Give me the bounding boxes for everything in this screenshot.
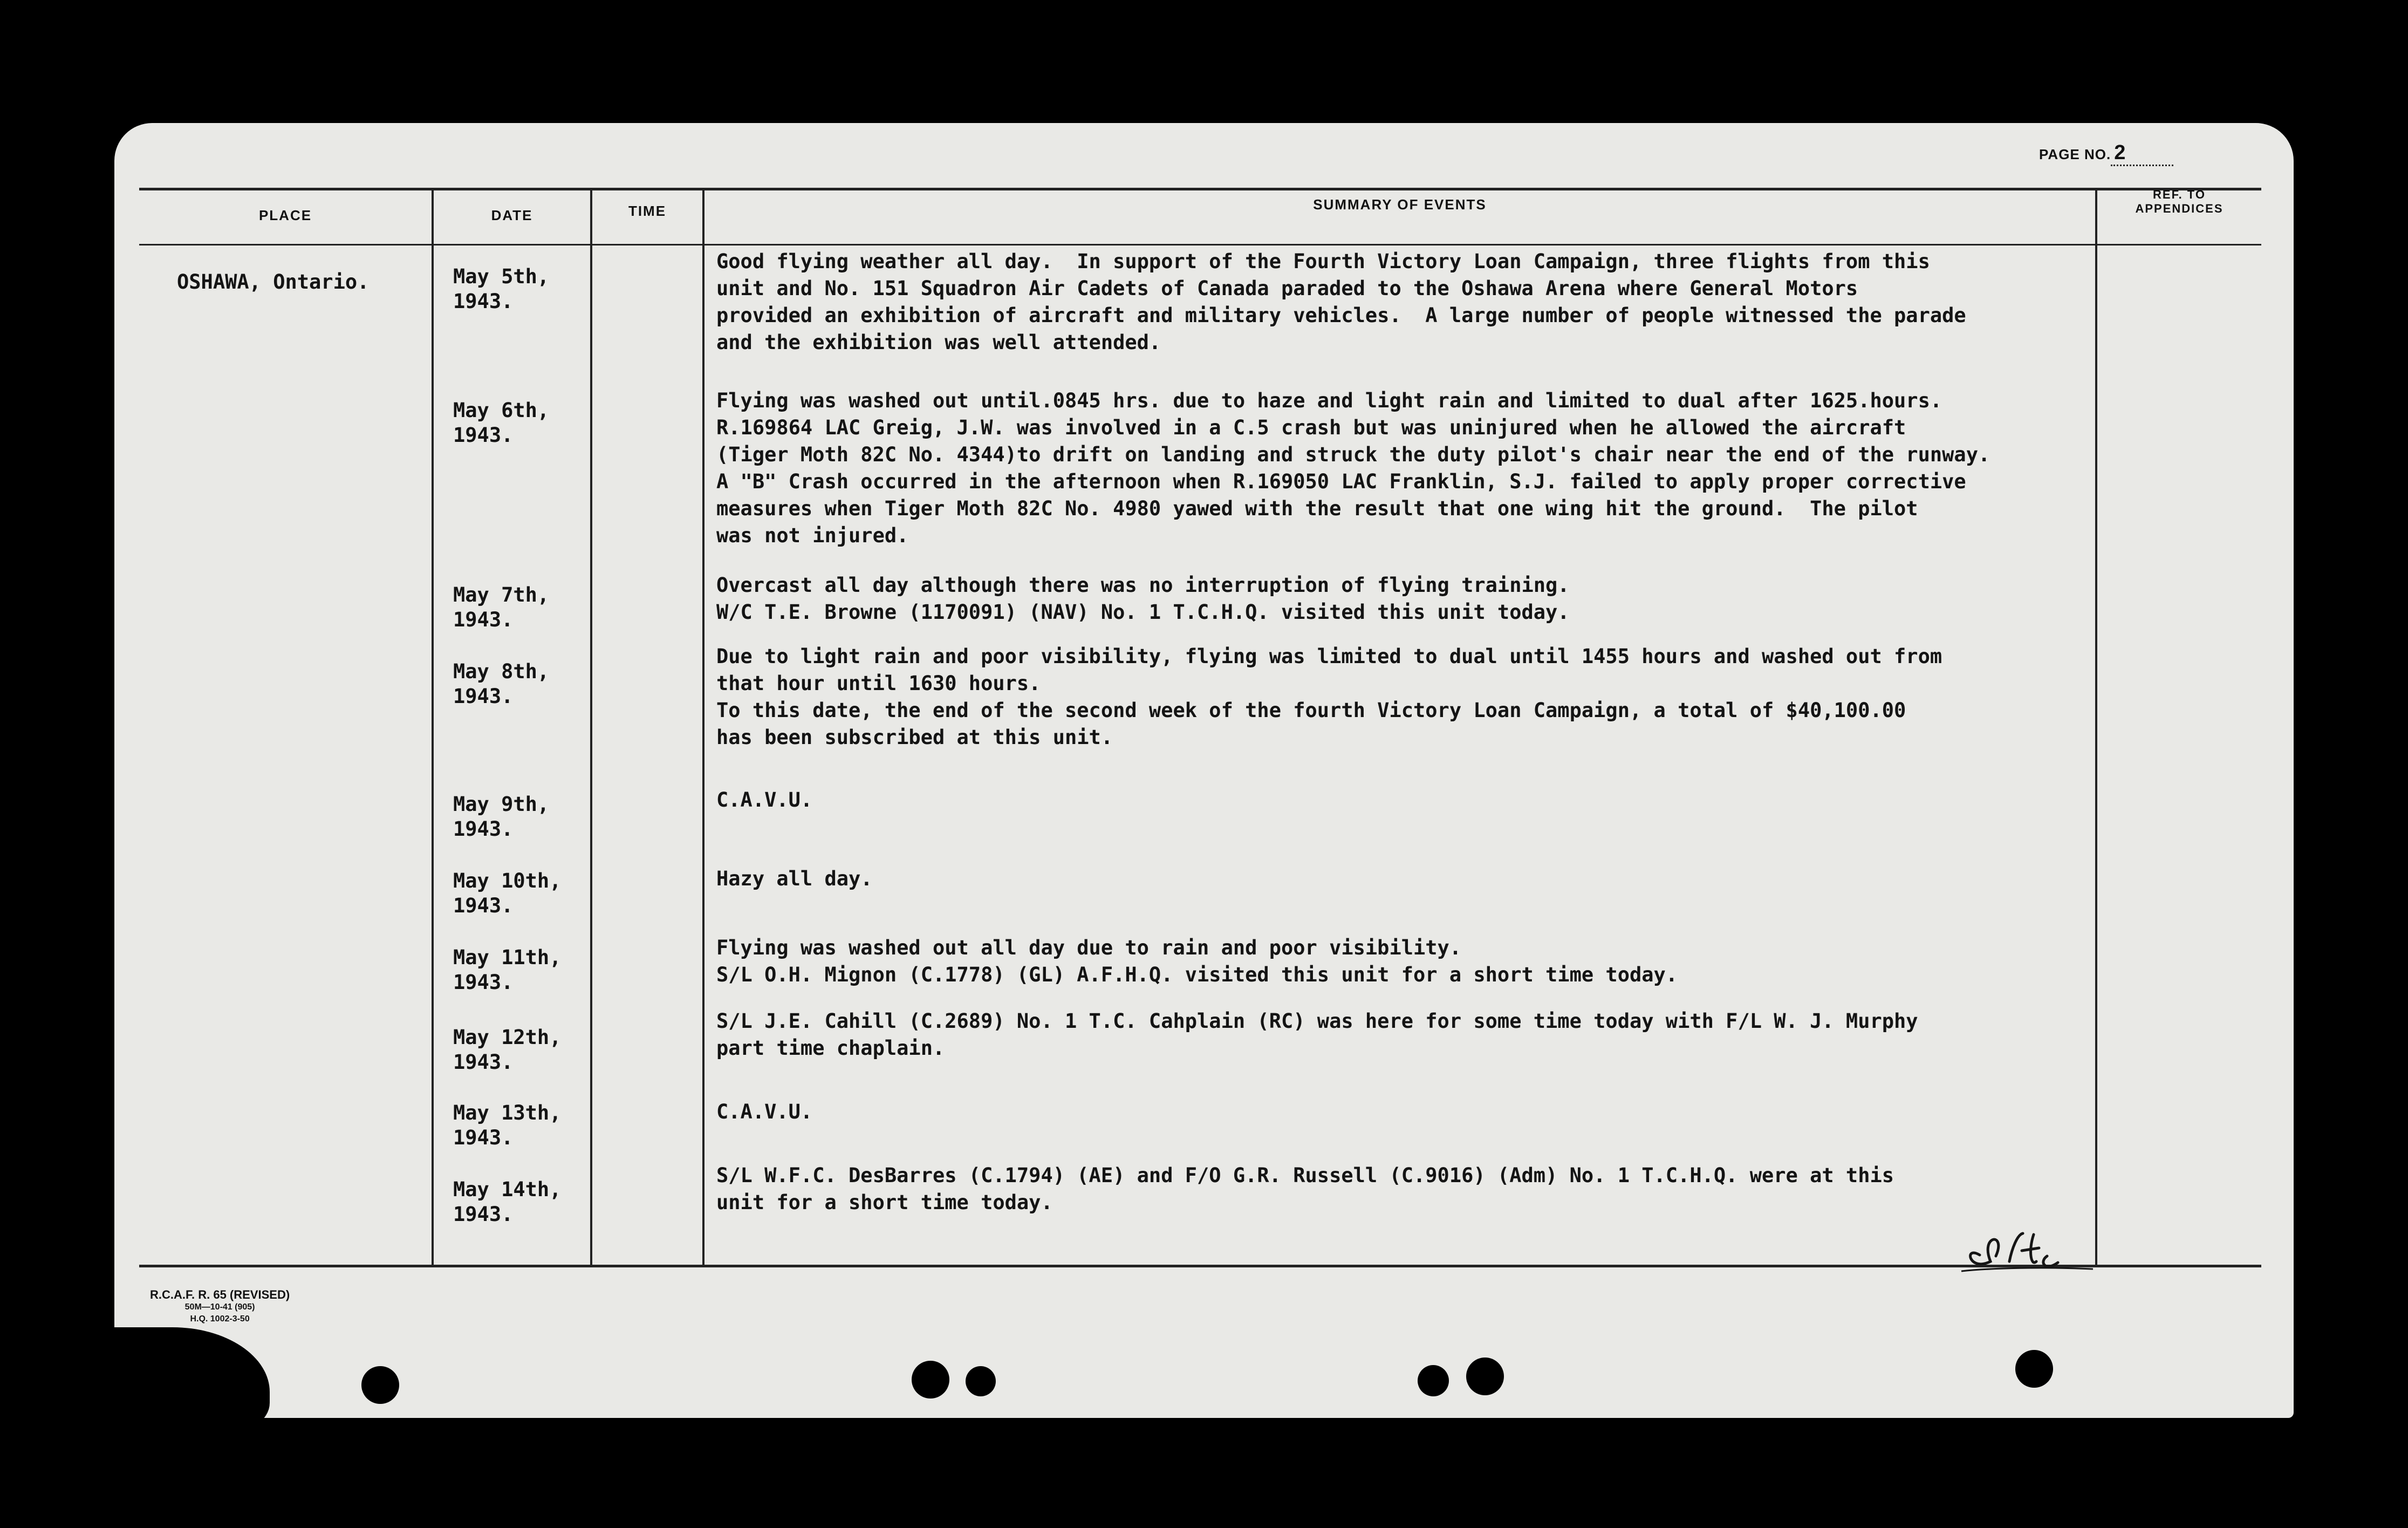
date-cell	[453, 264, 549, 314]
header-ref-line: REF. TO	[2153, 188, 2206, 201]
date-cell	[453, 1177, 561, 1227]
table-top-rule	[139, 188, 2261, 190]
header-time: TIME	[628, 203, 667, 219]
summary-line: was not injured.	[716, 524, 909, 547]
summary-entry	[716, 865, 873, 892]
date-line: 1943.	[453, 424, 514, 447]
date-line: 1943.	[453, 685, 514, 708]
summary-entry	[716, 387, 1990, 549]
column-divider	[432, 188, 434, 1266]
summary-line: S/L J.E. Cahill (C.2689) No. 1 T.C. Cahplain (RC) was here for some time today with F/L W. J. Murphy	[716, 1009, 1918, 1033]
form-number	[150, 1288, 290, 1325]
punch-hole	[1418, 1365, 1449, 1396]
summary-line: that hour until 1630 hours.	[716, 672, 1041, 695]
summary-line: Flying was washed out all day due to rain and poor visibility.	[716, 936, 1462, 959]
summary-line: unit for a short time today.	[716, 1191, 1053, 1214]
punch-hole	[2015, 1350, 2053, 1388]
summary-line: R.169864 LAC Greig, J.W. was involved in a C.5 crash but was uninjured when he allowed the aircraft	[716, 416, 1906, 439]
header-date: DATE	[491, 207, 533, 223]
summary-entry	[716, 572, 1570, 626]
summary-line: Flying was washed out until.0845 hrs. due to haze and light rain and limited to dual after 1625.hours.	[716, 389, 1942, 412]
header-ref	[2097, 188, 2261, 216]
summary-line: C.A.V.U.	[716, 788, 813, 811]
page-number-value: 2	[2111, 141, 2173, 166]
date-line: May 10th,	[453, 869, 562, 892]
summary-entry	[716, 1008, 1918, 1062]
summary-entry	[716, 248, 1966, 356]
place-cell: OSHAWA, Ontario.	[177, 270, 370, 294]
header-bottom-rule	[139, 244, 2261, 245]
date-line: May 7th,	[453, 583, 550, 606]
punch-hole	[361, 1366, 399, 1404]
date-line: May 11th,	[453, 946, 562, 969]
date-line: May 14th,	[453, 1178, 562, 1201]
date-line: 1943.	[453, 894, 514, 917]
date-cell	[453, 1101, 561, 1150]
summary-line: provided an exhibition of aircraft and military vehicles. A large number of people witnessed the parade	[716, 304, 1966, 327]
punch-hole	[966, 1366, 996, 1396]
column-divider	[702, 188, 704, 1266]
date-cell	[453, 1025, 561, 1075]
page-number-label: PAGE NO.	[2039, 146, 2111, 162]
date-line: May 13th,	[453, 1101, 562, 1124]
handwritten-initials	[1958, 1224, 2098, 1278]
summary-line: Overcast all day although there was no interruption of flying training.	[716, 574, 1570, 597]
summary-entry	[716, 787, 812, 814]
summary-line: C.A.V.U.	[716, 1100, 813, 1123]
summary-line: Good flying weather all day. In support of the Fourth Victory Loan Campaign, three flights from this	[716, 250, 1930, 273]
date-line: 1943.	[453, 1126, 514, 1149]
summary-line: unit and No. 151 Squadron Air Cadets of Canada paraded to the Oshawa Arena where General Motors	[716, 277, 1858, 300]
date-cell	[453, 398, 549, 448]
summary-line: S/L W.F.C. DesBarres (C.1794) (AE) and F/O G.R. Russell (C.9016) (Adm) No. 1 T.C.H.Q. were at this	[716, 1164, 1894, 1187]
column-divider	[2095, 188, 2097, 1266]
summary-line: measures when Tiger Moth 82C No. 4980 yawed with the result that one wing hit the ground. The pilot	[716, 497, 1918, 520]
summary-line: W/C T.E. Browne (1170091) (NAV) No. 1 T.C.H.Q. visited this unit today.	[716, 601, 1570, 624]
date-line: 1943.	[453, 1203, 514, 1226]
column-divider	[590, 188, 592, 1266]
date-line: 1943.	[453, 290, 514, 313]
punch-hole	[1466, 1358, 1504, 1395]
form-print-line: 50M—10-41 (905)	[184, 1302, 255, 1312]
summary-line: Due to light rain and poor visibility, flying was limited to dual until 1455 hours and washed out from	[716, 645, 1942, 668]
header-summary: SUMMARY OF EVENTS	[1313, 196, 1487, 213]
date-line: May 5th,	[453, 265, 550, 288]
summary-entry	[716, 1099, 812, 1125]
date-line: May 6th,	[453, 399, 550, 422]
summary-line: Hazy all day.	[716, 867, 873, 890]
header-ref-line: APPENDICES	[2135, 202, 2224, 215]
summary-entry	[716, 643, 1942, 751]
date-cell	[453, 583, 549, 632]
date-cell	[453, 945, 561, 995]
form-hq-line: H.Q. 1002-3-50	[190, 1314, 250, 1324]
summary-line: (Tiger Moth 82C No. 4344)to drift on landing and struck the duty pilot's chair near the end of the runway.	[716, 443, 1990, 466]
summary-entry	[716, 1162, 1894, 1216]
date-line: 1943.	[453, 608, 514, 631]
date-cell	[453, 659, 549, 709]
date-line: May 8th,	[453, 660, 550, 683]
summary-line: has been subscribed at this unit.	[716, 726, 1113, 749]
form-number-line: R.C.A.F. R. 65 (REVISED)	[150, 1288, 290, 1301]
date-line: 1943.	[453, 971, 514, 994]
date-line: May 9th,	[453, 793, 550, 816]
punch-hole	[912, 1361, 949, 1399]
date-line: 1943.	[453, 1050, 514, 1074]
summary-line: To this date, the end of the second week of the fourth Victory Loan Campaign, a total of $40,100.00	[716, 699, 1906, 722]
date-line: 1943.	[453, 817, 514, 841]
summary-entry	[716, 934, 1678, 988]
date-cell	[453, 792, 549, 842]
table-bottom-rule	[139, 1265, 2261, 1267]
summary-line: and the exhibition was well attended.	[716, 331, 1161, 354]
page-number	[2039, 141, 2173, 166]
summary-line: S/L O.H. Mignon (C.1778) (GL) A.F.H.Q. visited this unit for a short time today.	[716, 963, 1678, 986]
date-cell	[453, 869, 561, 918]
summary-line: part time chaplain.	[716, 1036, 945, 1060]
header-place: PLACE	[258, 207, 312, 223]
summary-line: A "B" Crash occurred in the afternoon when R.169050 LAC Franklin, S.J. failed to apply proper corrective	[716, 470, 1966, 493]
date-line: May 12th,	[453, 1026, 562, 1049]
